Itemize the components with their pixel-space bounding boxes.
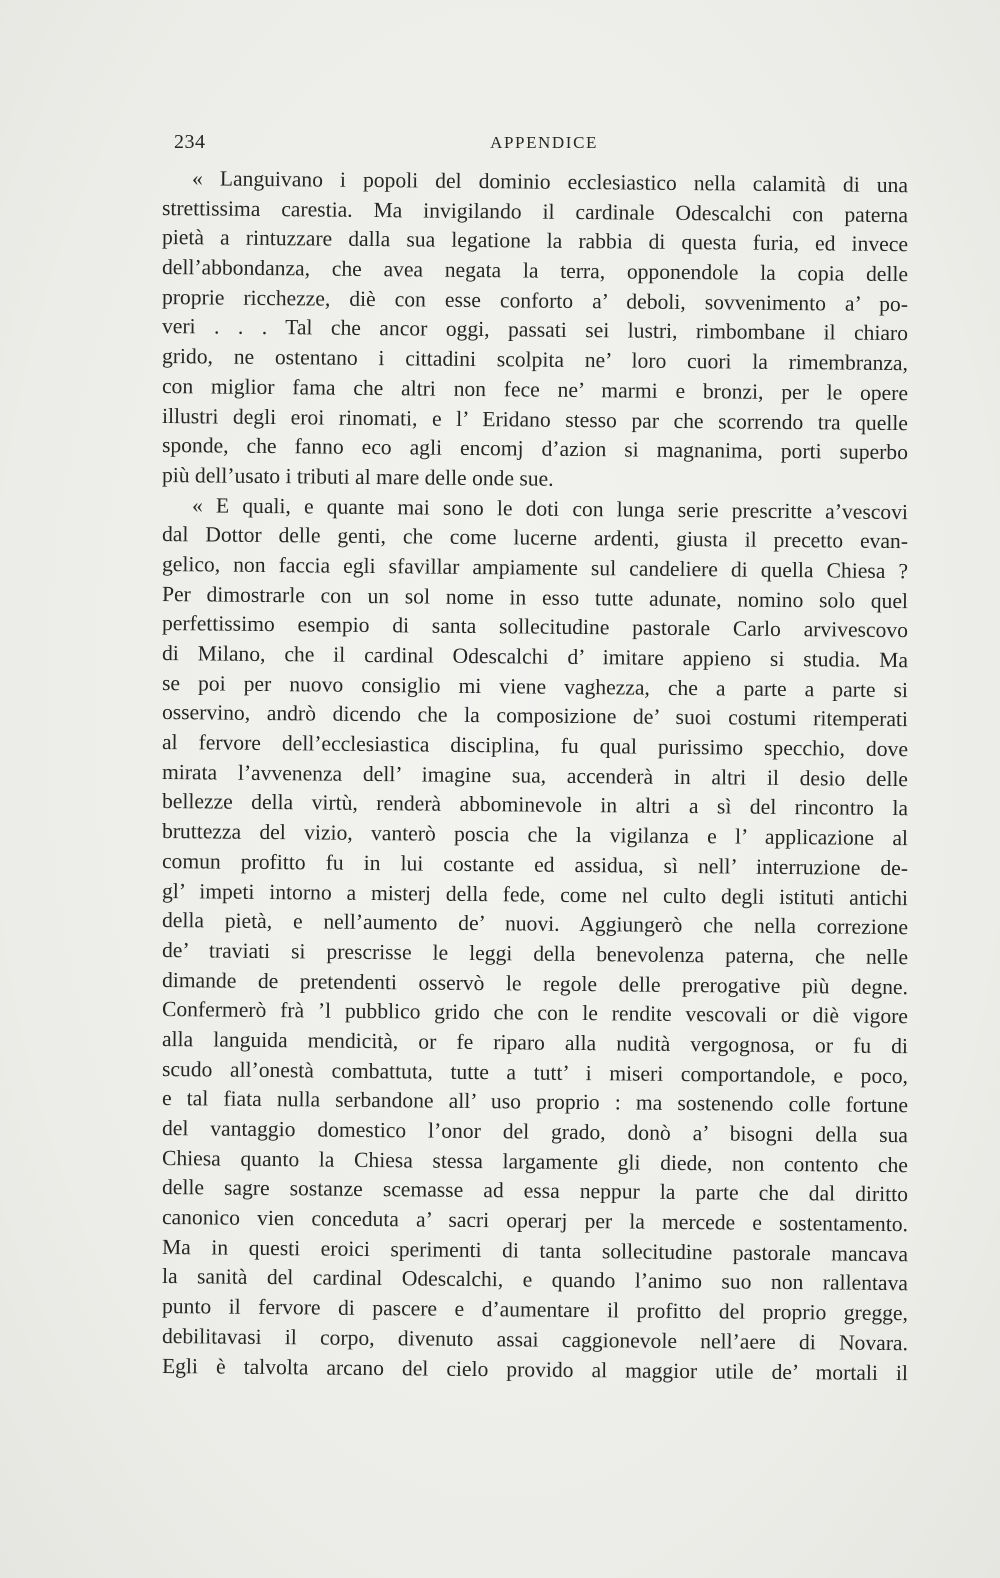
text-line: comun profitto fu in lui costante ed assidua, sì nell’ interruzione de- [161, 848, 909, 880]
body-text [161, 164, 909, 1385]
text-line: e tal fiata nulla serbandone all’ uso proprio : ma sostenendo colle fortune [161, 1086, 909, 1118]
text-line: de’ traviati si prescrisse le leggi della benevolenza paterna, che nelle [161, 937, 909, 970]
text-line: sponde, che fanno eco agli encomj d’azion si magnanima, porti superbo [161, 433, 909, 465]
text-line: mirata l’avvenenza dell’ imagine sua, accenderà in altri il desio delle [161, 759, 909, 791]
text-line: perfettissimo esempio di santa sollecitudine pastorale Carlo arvivescovo [161, 611, 909, 643]
text-line: dal Dottor delle genti, che come lucerne ardenti, giusta il precetto evan- [161, 522, 909, 554]
text-line: con miglior fama che altri non fece ne’ marmi e bronzi, per le opere [161, 373, 909, 405]
text-line: canonico vien conceduta a’ sacri operarj per la mercede e sostentamento. [161, 1205, 909, 1237]
text-line: debilitavasi il corpo, divenuto assai caggionevole nell’aere di Novara. [161, 1323, 909, 1355]
text-line: « E quali, e quante mai sono le doti con lunga serie prescritte a’vescovi [191, 492, 909, 524]
text-line: al fervore dell’ecclesiastica disciplina, fu qual purissimo specchio, dove [161, 730, 909, 762]
text-line: Egli è talvolta arcano del cielo provido al maggior utile de’ mortali il [161, 1353, 909, 1385]
text-line: « Languivano i popoli del dominio ecclesiastico nella calamità di una [191, 166, 909, 198]
text-line: illustri degli eroi rinomati, e l’ Eridano stesso par che scorrendo tra quelle [161, 403, 909, 435]
header-title: APPENDICE [490, 133, 598, 152]
text-line: veri . . . Tal che ancor oggi, passati sei lustri, rimbombane il chiaro [161, 314, 909, 346]
text-line: bellezze della virtù, renderà abbominevole in altri a sì del rincontro la [161, 789, 909, 821]
text-line: alla languida mendicità, or fe riparo alla nudità vergognosa, or fu di [161, 1026, 909, 1059]
text-line: bruttezza del vizio, vanterò poscia che la vigilanza e l’ applicazione al [161, 819, 909, 851]
text-line: Ma in questi eroici sperimenti di tanta sollecitudine pastorale mancava [161, 1234, 909, 1266]
text-line: Chiesa quanto la Chiesa stessa largamente gli diede, non contento che [161, 1145, 909, 1177]
text-line: proprie ricchezze, diè con esse conforto a’ deboli, sovvenimento a’ po- [161, 284, 909, 316]
text-line: dimande de pretendenti osservò le regole delle prerogative più degne. [161, 967, 909, 999]
text-line: gelico, non faccia egli sfavillar ampiamente sul candeliere di quella Chiesa ? [161, 551, 909, 584]
text-line: gl’ impeti intorno a misterj della fede, come nel culto degli istituti antichi [161, 878, 909, 910]
text-line: osservino, andrò dicendo che la composizione de’ suoi costumi ritemperati [161, 700, 909, 732]
text-line: dell’abbondanza, che avea negata la terra, opponendole la copia delle [161, 255, 909, 287]
text-line: più dell’usato i tributi al mare delle onde sue. [161, 462, 554, 491]
text-line: scudo all’onestà combattuta, tutte a tutt’ i miseri comportandole, e poco, [161, 1056, 909, 1088]
text-line: grido, ne ostentano i cittadini scolpita ne’ loro cuori la rimembranza, [161, 344, 909, 376]
text-line: la sanità del cardinal Odescalchi, e quando l’animo suo non rallentava [161, 1264, 909, 1296]
text-line: del vantaggio domestico l’onor del grado, donò a’ bisogni della sua [161, 1116, 909, 1148]
running-head [174, 131, 598, 155]
text-line: Confermerò frà ’l pubblico grido che con le rendite vescovali or diè vigore [161, 997, 909, 1029]
text-line: pietà a rintuzzare dalla sua legatione la rabbia di questa furia, ed invece [161, 225, 909, 257]
text-line: Per dimostrarle con un sol nome in esso tutte adunate, nomino solo quel [161, 581, 909, 613]
text-line: della pietà, e nell’aumento de’ nuovi. Aggiungerò che nella correzione [161, 908, 909, 940]
text-line: di Milano, che il cardinal Odescalchi d’ imitare appieno si studia. Ma [161, 641, 909, 673]
text-line: delle sagre sostanze scemasse ad essa neppur la parte che dal diritto [161, 1175, 909, 1207]
text-line: strettissima carestia. Ma invigilando il cardinale Odescalchi con paterna [161, 195, 909, 227]
page-number: 234 [174, 131, 206, 153]
text-line: se poi per nuovo consiglio mi viene vaghezza, che a parte a parte si [161, 670, 909, 702]
text-line: punto il fervore di pascere e d’aumentare il profitto del proprio gregge, [161, 1294, 909, 1326]
